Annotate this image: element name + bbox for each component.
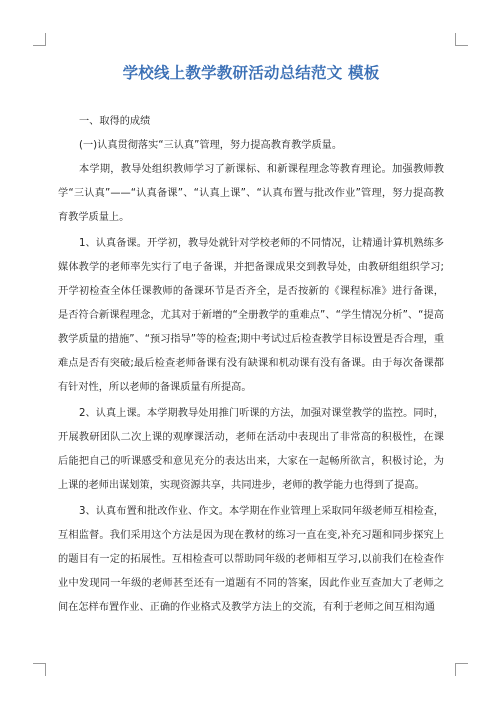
paragraph-teaching: 2、认真上课。本学期教导处用推门听课的方法，加强对课堂教学的监控。同时，开展教研团队二次上课的观摩课活动，老师在活动中表现出了非常高的积极性，在课后能把自己的听课感受和意见充分的表达出来，大家在一起畅所欲言，积极讨论，为上课的老师出谋划策，实现资源共享，共同进步，老师的教学能力也得到了提高。	[58, 408, 444, 491]
sub-heading: (一)认真贯彻落实“三认真”管理，努力提高教育教学质量。	[79, 140, 343, 151]
paragraph-intro: 本学期，教导处组织教师学习了新课标、和新课程理念等教育理论。加强教师教学“三认真”——“认真备课”、“认真上课”、“认真布置与批改作业”管理，努力提高教育教学质量上。	[58, 164, 444, 223]
paragraph-homework: 3、认真布置和批改作业、作文。本学期在作业管理上采取同年级老师互相检查，互相监督。我们采用这个方法是因为现在教材的练习一直在变,补充习题和同步探究上的题目有一定的拓展性。互相检查可以帮助同年级的老师相互学习,以前我们在检查作业中发现同一年级的老师甚至还有一道题有不同的答案，因此作业互查加大了老师之间在怎样布置作业、正确的作业格式及教学方法上的交流，有利于老师之间互相沟通	[58, 506, 444, 613]
paragraph-lesson-prep: 1、认真备课。开学初，教导处就针对学校老师的不同情况，让精通计算机熟练多媒体教学的老师率先实行了电子备课，并把备课成果交到教导处，由教研组组织学习;开学初检查全体任课教师的备课环节是否齐全，是否按新的《课程标准》进行备课，是否符合新课程理念，尤其对于新增的“全册教学的重难点”、“学生情况分析”、“提高教学质量的措施”、“预习指导”等的检查;期中考试过后检查教学目标设置是否合理，重难点是否有突破;最后检查老师备课有没有缺课和机动课有没有备课。由于每次备课都有针对性，所以老师的备课质量有所提高。	[58, 238, 445, 393]
crop-mark-top-right	[455, 33, 468, 46]
document-title: 学校线上教学教研活动总结范文 模板	[122, 64, 380, 82]
crop-mark-bottom-left	[33, 663, 46, 676]
crop-mark-bottom-right	[455, 663, 468, 676]
section-heading: 一、取得的成绩	[79, 116, 151, 127]
crop-mark-top-left	[33, 33, 46, 46]
document-page	[58, 62, 444, 622]
